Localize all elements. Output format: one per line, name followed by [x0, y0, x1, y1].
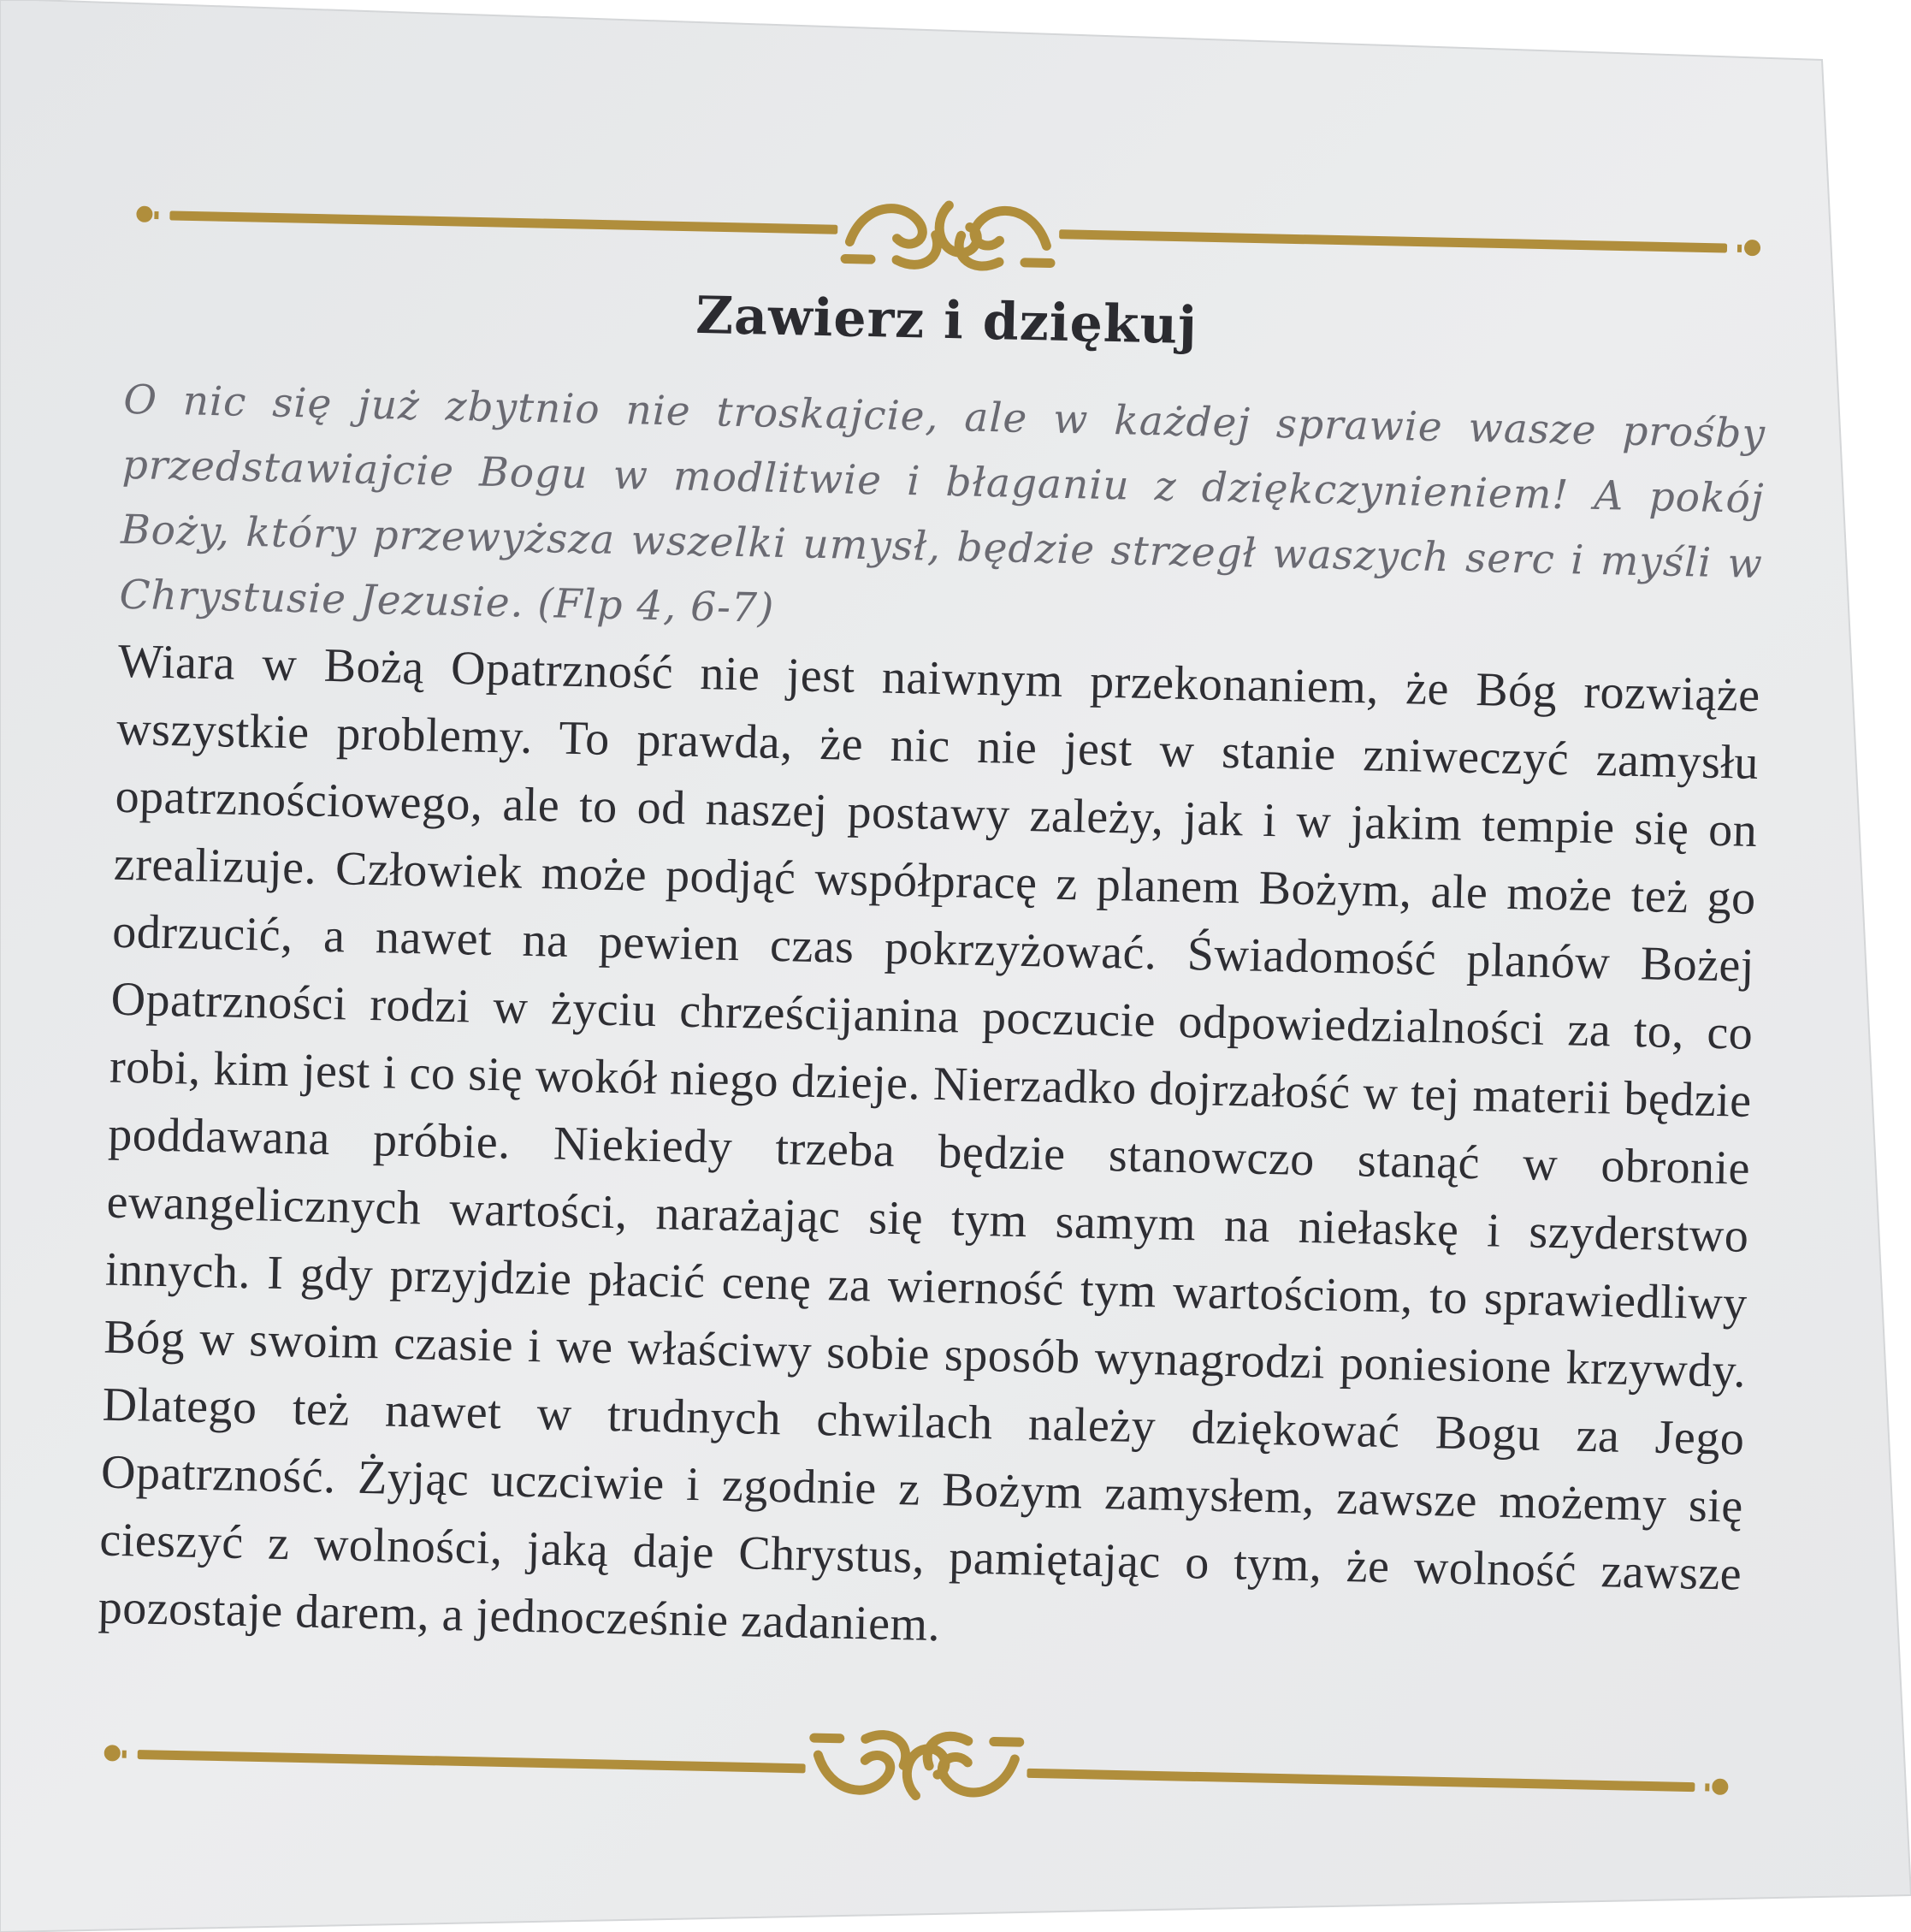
- card-title: Zawierz i dziękuj: [695, 285, 1198, 357]
- card-content: [94, 163, 1771, 1839]
- scripture-quote: O nic się już zbytnio nie troskajcie, ale w każdej sprawie wasze prośby przedstawiajcie Bogu w modlitwie i błaganiu z dziękczynieniem! A pokój Boży, który przewyższa wszelki umysł, będzie strzegł waszych serc i myśli w Chrystusie Jezusie. (Flp 4, 6-7): [119, 376, 1766, 632]
- reflection-text: Wiara w Bożą Opatrzność nie jest naiwnym przekonaniem, że Bóg rozwiąże wszystkie problemy. To prawda, że nic nie jest w stanie zniweczyć zamysłu opatrznościowego, ale to od naszej postawy zależy, jak i w jakim tempie się on zrealizuje. Człowiek może podjąć współpracę z planem Bożym, ale może też go odrzucić, a nawet na pewien czas pokrzyżować. Świadomość planów Bożej Opatrzności rodzi w życiu chrześcijanina poczucie odpowiedzialności za to, co robi, kim jest i co się wokół niego dzieje. Nierzadko dojrzałość w tej materii będzie poddawana próbie. Niekiedy trzeba będzie stanowczo stanąć w obronie ewangelicznych wartości, narażając się tym samym na niełaskę i szyderstwo innych. I gdy przyjdzie płacić cenę za wierność tym wartościom, to sprawiedliwy Bóg w swoim czasie i we właściwy sobie sposób wynagrodzi poniesione krzywdy. Dlatego też nawet w trudnych chwilach należy dziękować Bogu za Jego Opatrzność. Żyjąc uczciwie i zgodnie z Bożym zamysłem, zawsze możemy się cieszyć z wolności, jaką daje Chrystus, pamiętając o tym, że wolność zawsze pozostaje darem, a jednocześnie zadaniem.: [98, 634, 1761, 1652]
